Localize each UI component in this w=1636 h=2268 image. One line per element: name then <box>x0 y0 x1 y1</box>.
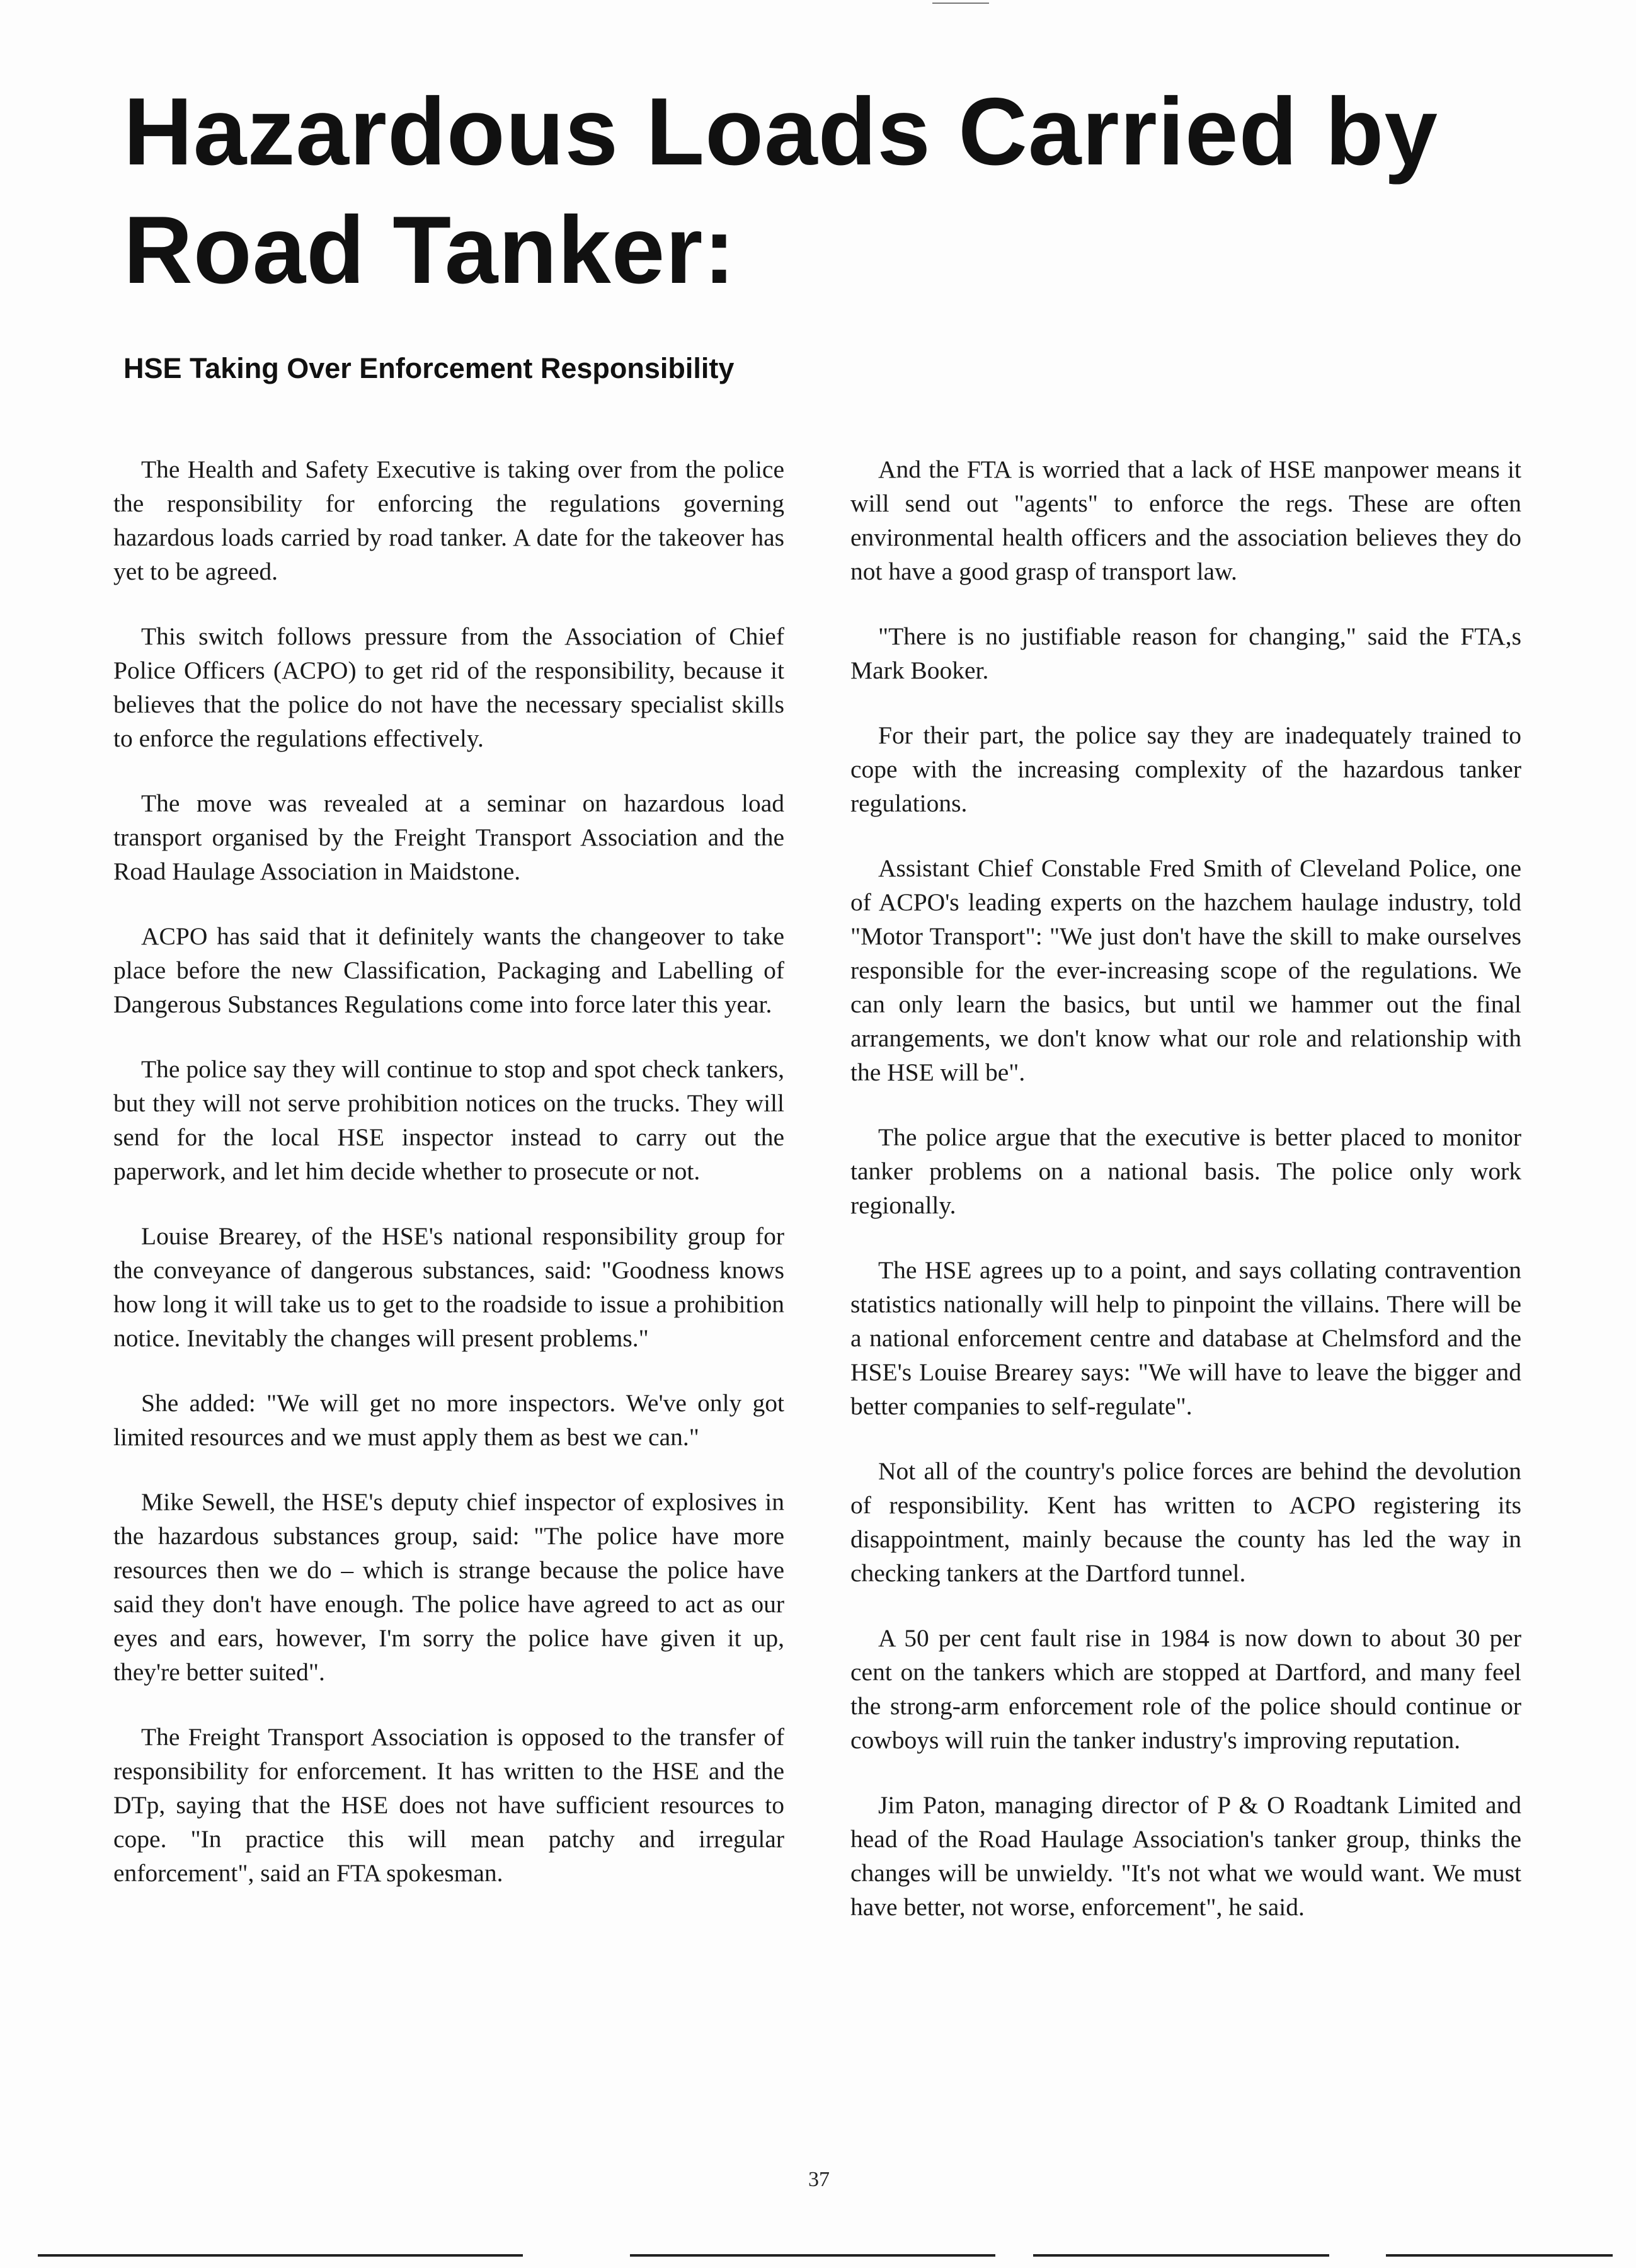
bottom-rule <box>630 2254 995 2257</box>
left-column <box>113 452 784 2122</box>
paragraph: She added: "We will get no more inspectors. We've only got limited resources and we must apply them as best we can." <box>113 1389 784 1451</box>
paragraph: Jim Paton, managing director of P & O Roadtank Limited and head of the Road Haulage Association's tanker group, thinks the changes will be unwieldy. "It's not what we would want. We must have better, not worse, enforcement", he said. <box>850 1791 1521 1921</box>
paragraph: "There is no justifiable reason for changing," said the FTA,s Mark Booker. <box>850 622 1521 684</box>
page-number: 37 <box>808 2168 830 2191</box>
paragraph: The Health and Safety Executive is taking over from the police the responsibility for enforcing the regulations governing hazardous loads carried by road tanker. A date for the takeover has yet to be agreed. <box>113 455 784 585</box>
paragraph: A 50 per cent fault rise in 1984 is now down to about 30 per cent on the tankers which are stopped at Dartford, and many feel the strong-arm enforcement role of the police should continue or cowboys will ruin the tanker industry's improving reputation. <box>850 1624 1521 1754</box>
paragraph: The HSE agrees up to a point, and says collating contravention statistics nationally will help to pinpoint the villains. There will be a national enforcement centre and database at Chelmsford and the HSE's Louise Brearey says: "We will have to leave the bigger and better companies to self-regulate". <box>850 1256 1521 1420</box>
bottom-rule <box>1033 2254 1329 2257</box>
paragraph: The move was revealed at a seminar on hazardous load transport organised by the Freight Transport Association and the Road Haulage Association in Maidstone. <box>113 789 784 885</box>
paragraph: And the FTA is worried that a lack of HSE manpower means it will send out "agents" to enforce the regs. These are often environmental health officers and the association believes they do not have a good grasp of transport law. <box>850 455 1521 585</box>
paragraph: For their part, the police say they are inadequately trained to cope with the increasing complexity of the hazardous tanker regulations. <box>850 721 1521 817</box>
paragraph: The police say they will continue to stop and spot check tankers, but they will not serve prohibition notices on the trucks. They will send for the local HSE inspector instead to carry out the paperwork, and let him decide whether to prosecute or not. <box>113 1055 784 1185</box>
bottom-rule <box>1386 2254 1613 2257</box>
paragraph: Not all of the country's police forces are behind the devolution of responsibility. Kent has written to ACPO registering its disappointment, mainly because the county has led the way in checking tankers at the Dartford tunnel. <box>850 1457 1521 1587</box>
article-subtitle: HSE Taking Over Enforcement Responsibility <box>123 352 735 384</box>
article-title: Hazardous Loads Carried by Road Tanker: <box>123 78 1438 304</box>
paragraph: ACPO has said that it definitely wants the changeover to take place before the new Classification, Packaging and Labelling of Dangerous Substances Regulations come into force later this year. <box>113 922 784 1018</box>
paragraph: Assistant Chief Constable Fred Smith of Cleveland Police, one of ACPO's leading experts on the hazchem haulage industry, told "Motor Transport": "We just don't have the skill to make ourselves responsible for the ever-increasing scope of the regulations. We can only learn the basics, but until we hammer out the final arrangements, we don't know what our role and relationship with the HSE will be". <box>850 854 1521 1086</box>
paragraph: This switch follows pressure from the Association of Chief Police Officers (ACPO) to get rid of the responsibility, because it believes that the police do not have the necessary specialist skills to enforce the regulations effectively. <box>113 622 784 752</box>
paragraph: Louise Brearey, of the HSE's national responsibility group for the conveyance of dangerous substances, said: "Goodness knows how long it will take us to get to the roadside to issue a prohibition notice. Inevitably the changes will present problems." <box>113 1222 784 1352</box>
paragraph: Mike Sewell, the HSE's deputy chief inspector of explosives in the hazardous substances group, said: "The police have more resources then we do – which is strange because the police have said they don't have enough. The police have agreed to act as our eyes and ears, however, I'm sorry the police have given it up, they're better suited". <box>113 1488 784 1686</box>
scan-mark <box>932 3 989 4</box>
paragraph: The police argue that the executive is better placed to monitor tanker problems on a national basis. The police only work regionally. <box>850 1123 1521 1219</box>
paragraph: The Freight Transport Association is opposed to the transfer of responsibility for enforcement. It has written to the HSE and the DTp, saying that the HSE does not have sufficient resources to cope. "In practice this will mean patchy and irregular enforcement", said an FTA spokesman. <box>113 1723 784 1887</box>
bottom-rule <box>38 2254 523 2257</box>
right-column <box>850 452 1521 2122</box>
